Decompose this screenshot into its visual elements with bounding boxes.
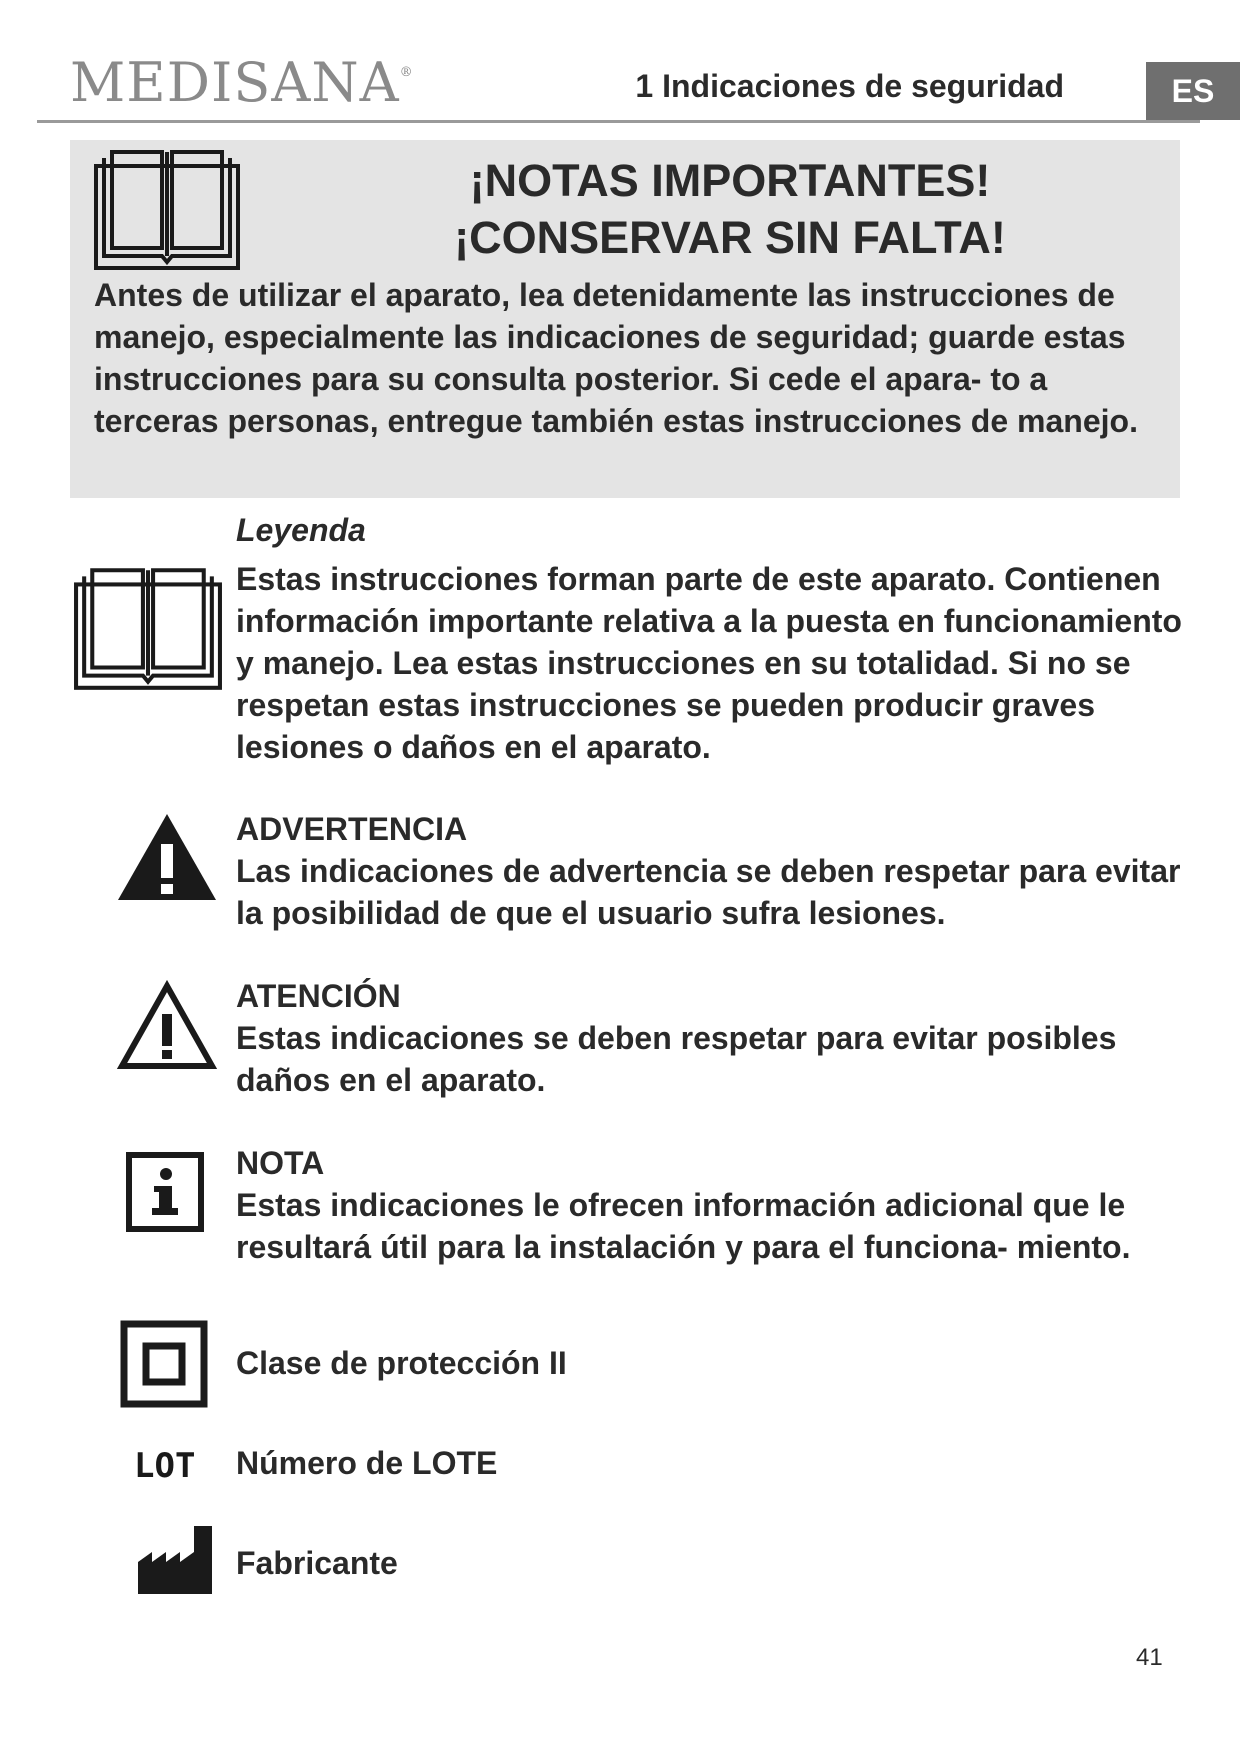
protection-class-label: Clase de protección II: [236, 1345, 567, 1381]
book-icon: [92, 144, 242, 272]
caution-entry: [236, 975, 1186, 1101]
note-entry: [236, 1142, 1186, 1268]
notice-heading-line-2: ¡CONSERVAR SIN FALTA!: [454, 212, 1006, 263]
warning-entry: [236, 808, 1186, 934]
warning-title: ADVERTENCIA: [236, 811, 468, 847]
lot-number-label: Número de LOTE: [236, 1445, 498, 1481]
caution-description: Estas indicaciones se deben respetar para evitar posibles daños en el aparato.: [236, 1020, 1117, 1098]
note-title: NOTA: [236, 1145, 325, 1181]
page-header: [37, 51, 1215, 122]
manufacturer-label: Fabricante: [236, 1545, 398, 1581]
info-icon: [126, 1152, 204, 1232]
header-divider: [37, 120, 1200, 123]
notice-heading-line-1: ¡NOTAS IMPORTANTES!: [469, 155, 991, 206]
double-square-icon: [120, 1320, 208, 1408]
caution-title: ATENCIÓN: [236, 978, 401, 1014]
notice-body: Antes de utilizar el aparato, lea detenidamente las instrucciones de manejo, especialmente las indicaciones de seguridad; guarde estas instrucciones para su consulta posterior. Si cede el apara- to a terceras personas, entregue también estas instrucciones de manejo.: [94, 277, 1138, 439]
manual-description: Estas instrucciones forman parte de este aparato. Contienen información importante relativa a la puesta en funcionamiento y manejo. Lea estas instrucciones en su totalidad. Si no se respetan estas instrucciones se pueden producir graves lesiones o daños en el aparato.: [236, 561, 1182, 765]
warning-description: Las indicaciones de advertencia se deben respetar para evitar la posibilidad de que el usuario sufra lesiones.: [236, 853, 1181, 931]
important-notice-box: [70, 140, 1180, 498]
logo-text: MEDISANA: [70, 51, 400, 114]
note-description: Estas indicaciones le ofrecen información adicional que le resultará útil para la instalación y para el funciona- miento.: [236, 1187, 1131, 1265]
legend-title: Leyenda: [236, 512, 366, 548]
caution-outline-icon: [116, 980, 218, 1070]
brand-logo: [70, 51, 414, 114]
section-title: 1 Indicaciones de seguridad: [635, 68, 1064, 104]
lot-icon: LOT: [134, 1446, 196, 1486]
language-tab: ES: [1146, 62, 1240, 120]
warning-filled-icon: [116, 812, 218, 902]
page-number: 41: [1136, 1644, 1163, 1671]
factory-icon: [136, 1524, 214, 1596]
registered-mark: ®: [399, 65, 414, 80]
book-icon: [72, 562, 224, 692]
notice-heading: [330, 152, 1130, 266]
